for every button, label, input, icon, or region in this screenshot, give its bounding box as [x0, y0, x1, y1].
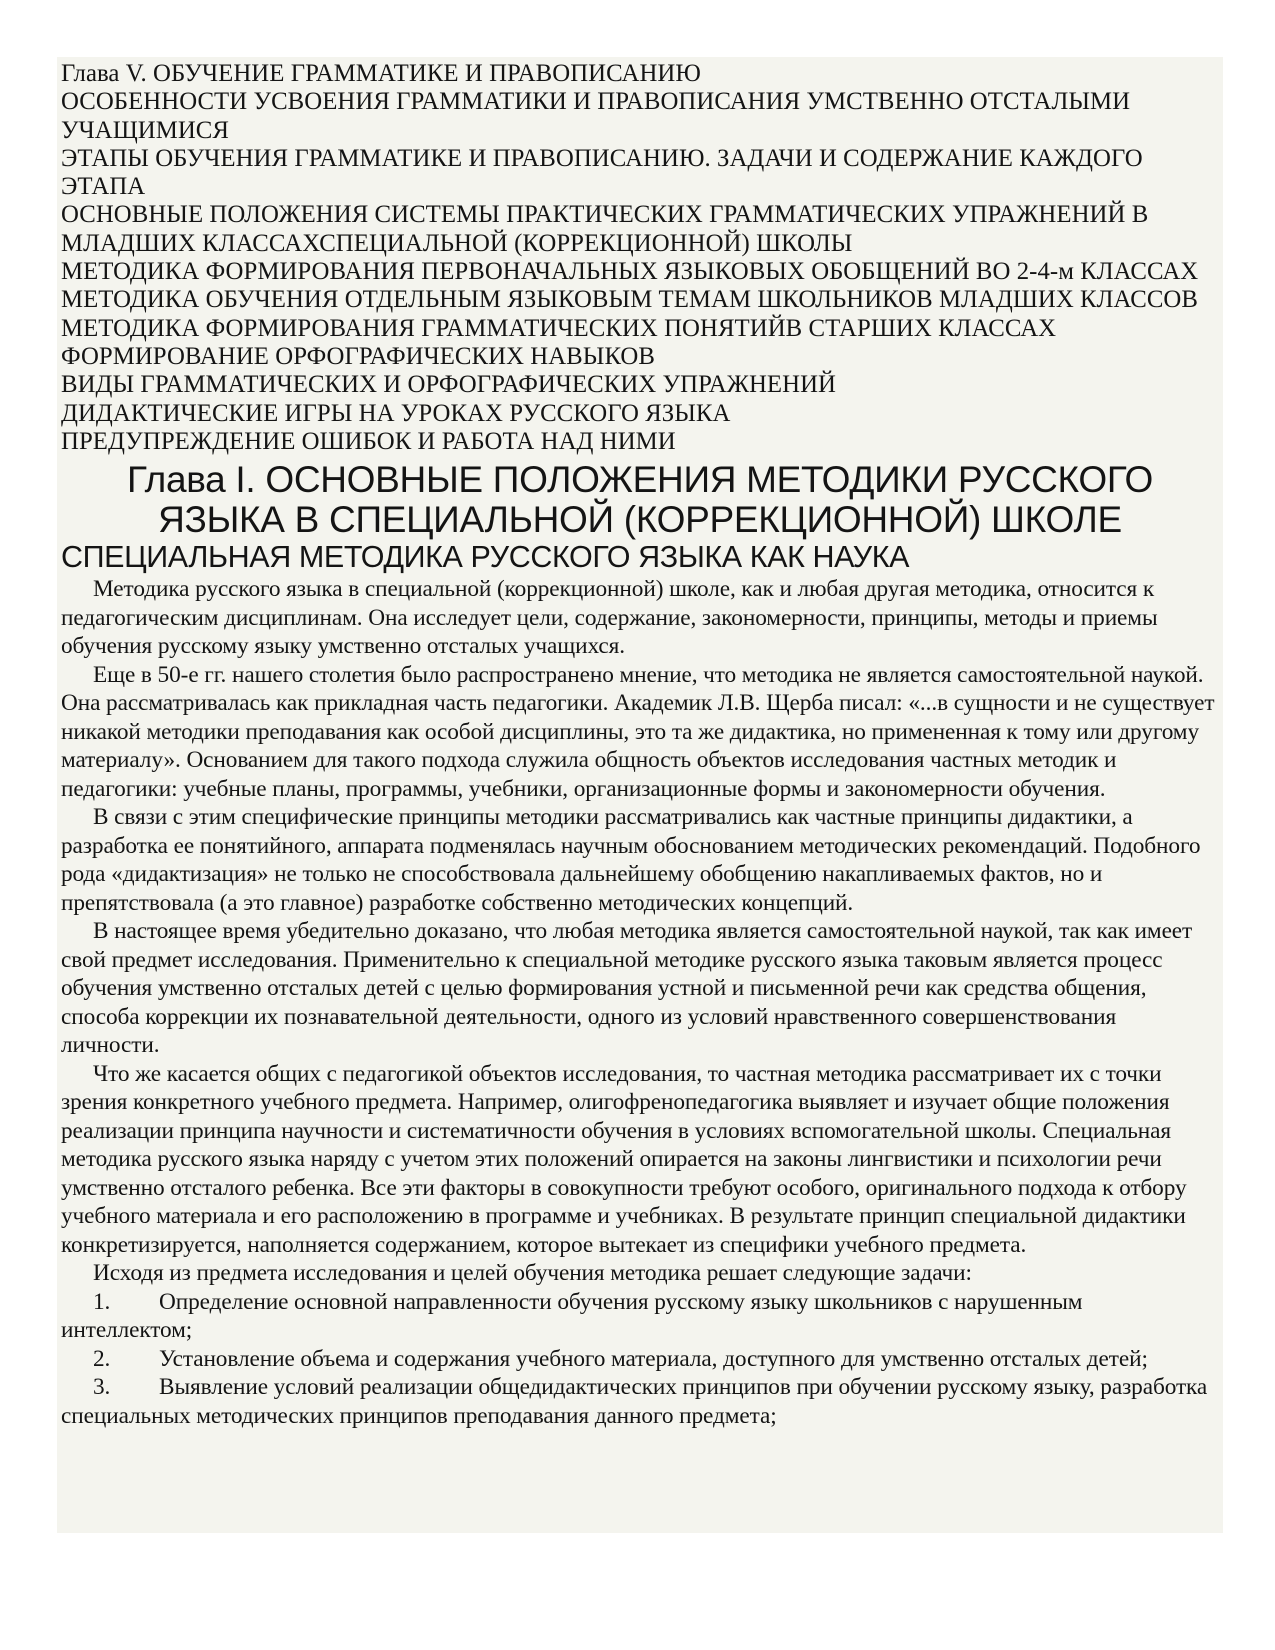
- toc-item[interactable]: ОСОБЕННОСТИ УСВОЕНИЯ ГРАММАТИКИ И ПРАВОПИСАНИЯ УМСТВЕННО ОТСТАЛЫМИ УЧАЩИМИСЯ: [61, 88, 1131, 144]
- paragraph: В настоящее время убедительно доказано, что любая методика является самостоятельной наукой, так как имеет свой предмет исследования. Применительно к специальной методике русского языка таковым является процесс обучения умственно отсталых детей с целью формирования устной и письменной речи как средства общения, способа коррекции их познавательной деятельности, одного из условий нравственного совершенствования личности.: [61, 918, 1193, 1059]
- section-title: СПЕЦИАЛЬНАЯ МЕТОДИКА РУССКОГО ЯЗЫКА КАК НАУКА: [61, 540, 910, 575]
- table-of-contents: [61, 60, 1219, 456]
- toc-item[interactable]: МЕТОДИКА ОБУЧЕНИЯ ОТДЕЛЬНЫМ ЯЗЫКОВЫМ ТЕМАМ ШКОЛЬНИКОВ МЛАДШИХ КЛАССОВ: [61, 286, 1198, 314]
- paragraph: Что же касается общих с педагогикой объектов исследования, то частная методика рассматривает их с точки зрения конкретного учебного предмета. Например, олигофренопедагогика выявляет и изучает общие положения реализации принципа научности и систематичности обучения в условиях вспомогательной школы. Специальная методика русского языка наряду с учетом этих положений опирается на законы лингвистики и психологии речи умственно отсталого ребенка. Все эти факторы в совокупности требуют особого, оригинального подхода к отбору учебного материала и его расположению в программе и учебниках. В результате принцип специальной дидактики конкретизируется, наполняется содержанием, которое вытекает из специфики учебного предмета.: [61, 1060, 1187, 1258]
- toc-item[interactable]: ВИДЫ ГРАММАТИЧЕСКИХ И ОРФОГРАФИЧЕСКИХ УПРАЖНЕНИЙ: [61, 371, 836, 399]
- task-list-item: [61, 1288, 1219, 1345]
- toc-item[interactable]: ФОРМИРОВАНИЕ ОРФОГРАФИЧЕСКИХ НАВЫКОВ: [61, 342, 655, 370]
- body-text: [61, 575, 1219, 1430]
- task-text: Определение основной направленности обучения русскому языку школьников с нарушенным интеллектом;: [61, 1288, 1083, 1344]
- toc-item[interactable]: МЕТОДИКА ФОРМИРОВАНИЯ ГРАММАТИЧЕСКИХ ПОНЯТИЙВ СТАРШИХ КЛАССАХ: [61, 314, 1057, 342]
- toc-item[interactable]: ЭТАПЫ ОБУЧЕНИЯ ГРАММАТИКЕ И ПРАВОПИСАНИЮ. ЗАДАЧИ И СОДЕРЖАНИЕ КАЖДОГО ЭТАПА: [61, 144, 1143, 201]
- toc-item[interactable]: МЕТОДИКА ФОРМИРОВАНИЯ ПЕРВОНАЧАЛЬНЫХ ЯЗЫКОВЫХ ОБОБЩЕНИЙ ВО 2-4-м КЛАССАХ: [61, 258, 1199, 286]
- chapter-title-line: ЯЗЫКА В СПЕЦИАЛЬНОЙ (КОРРЕКЦИОННОЙ) ШКОЛЕ: [158, 499, 1122, 541]
- paragraph: Еще в 50-е гг. нашего столетия было распространено мнение, что методика не является самостоятельной наукой. Она рассматривалась как прикладная часть педагогики. Академик Л.В. Щерба писал: «...в сущности и не существует никакой методики преподавания как особой дисциплины, это та же дидактика, но примененная к тому или другому материалу». Основанием для такого подхода служила общность объектов исследования частных методик и педагогики: учебные планы, программы, учебники, организационные формы и закономерности обучения.: [61, 661, 1215, 802]
- task-number: 3.: [93, 1374, 111, 1401]
- chapter-title-line: Глава I. ОСНОВНЫЕ ПОЛОЖЕНИЯ МЕТОДИКИ РУССКОГО: [127, 459, 1153, 501]
- chapter-title: [61, 460, 1219, 540]
- toc-item[interactable]: ДИДАКТИЧЕСКИЕ ИГРЫ НА УРОКАХ РУССКОГО ЯЗЫКА: [61, 399, 731, 427]
- task-number: 1.: [93, 1288, 111, 1315]
- paragraph: Методика русского языка в специальной (коррекционной) школе, как и любая другая методика, относится к педагогическим дисциплинам. Она исследует цели, содержание, закономерности, принципы, методы и приемы обучения русскому языку умственно отсталых учащихся.: [61, 576, 1158, 660]
- task-list-item: [61, 1373, 1219, 1430]
- toc-item[interactable]: ОСНОВНЫЕ ПОЛОЖЕНИЯ СИСТЕМЫ ПРАКТИЧЕСКИХ ГРАММАТИЧЕСКИХ УПРАЖНЕНИЙ В МЛАДШИХ КЛАССАХСПЕЦИАЛЬНОЙ (КОРРЕКЦИОННОЙ) ШКОЛЫ: [61, 201, 1149, 257]
- task-text: Выявление условий реализации общедидактических принципов при обучении русскому языку, разработка специальных методических принципов преподавания данного предмета;: [61, 1374, 1208, 1429]
- toc-item[interactable]: ПРЕДУПРЕЖДЕНИЕ ОШИБОК И РАБОТА НАД НИМИ: [61, 427, 676, 455]
- document-page: [57, 57, 1223, 1533]
- task-list-item: [61, 1345, 1219, 1374]
- paragraph: Исходя из предмета исследования и целей обучения методика решает следующие задачи:: [93, 1260, 972, 1287]
- task-number: 2.: [93, 1345, 111, 1372]
- task-text: Установление объема и содержания учебного материала, доступного для умственно отсталых детей;: [159, 1345, 1148, 1372]
- toc-item[interactable]: Глава V. ОБУЧЕНИЕ ГРАММАТИКЕ И ПРАВОПИСАНИЮ: [61, 60, 701, 87]
- paragraph: В связи с этим специфические принципы методики рассматривались как частные принципы дидактики, а разработка ее понятийного, аппарата подменялась научным обоснованием методических рекомендаций. Подобного рода «дидактизация» не только не способствовала дальнейшему обобщению накапливаемых фактов, но и препятствовала (а это главное) разработке собственно методических концепций.: [61, 804, 1201, 916]
